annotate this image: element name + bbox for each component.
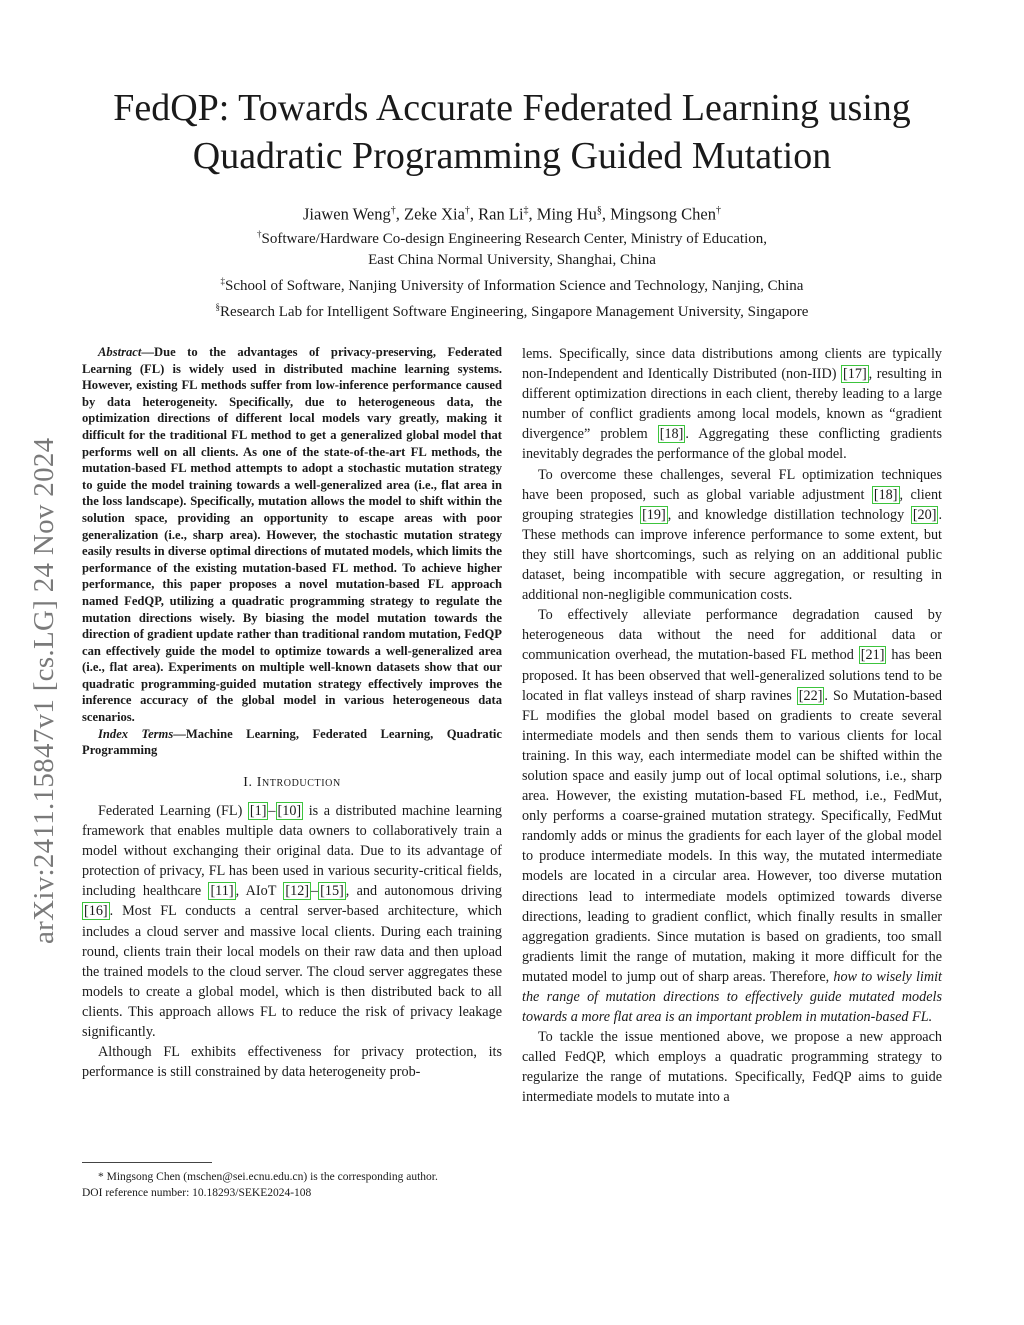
citation-link[interactable]: [10]	[277, 802, 302, 819]
intro-paragraph-2: Although FL exhibits effectiveness for privacy protection, its performance is still constrained by data heterogeneity prob-	[82, 1044, 502, 1081]
text-run: To effectively alleviate performance degradation caused by heterogeneous data without the need for additional data or communication overhead, the mutation-based FL method	[522, 607, 942, 664]
text-run: . So Mutation-based FL modifies the global model based on gradients to create several intermediate models and then sends them to various clients for local training. In this way, each intermediate model can be shifted within the solution space and easily jump out of local optimal solutions, i.e., sharp area. However, the existing mutation-based FL method, i.e., FedMut, only performs a coarse-grained mutation strategy. Specifically, FedMut randomly adds or minus the gradients for each layer of the global model to produce intermediate models. In this way, the mutated intermediate models are located in a circular area. However, too diverse mutation directions lead to intermediate models optimized towards diverse directions, leading to gradient conflict, which finally results in smaller aggregation gradients. Since mutation is based on gradients, too small gradients limit the range of mutation, making it more difficult for the mutated model to jump out of sharp areas. Therefore,	[522, 687, 942, 985]
citation-link[interactable]: [17]	[843, 366, 867, 383]
title-line-1: FedQP: Towards Accurate Federated Learning using	[113, 87, 911, 129]
abstract	[82, 344, 502, 726]
text-run: . Most FL conducts a central server-based architecture, which includes a cloud server and massive local clients. During each training round, clients train their local models on their raw data and then upload the trained models to the cloud server. The cloud server aggregates these models to create a global model, which is then distributed back to all clients. This approach allows FL to reduce the risk of privacy leakage significantly.	[82, 903, 502, 1040]
affiliation-mark: §	[215, 302, 221, 312]
body-paragraph	[522, 605, 942, 1027]
citation-link[interactable]: [12]	[285, 883, 310, 900]
author-name: Mingsong Chen	[610, 204, 716, 224]
citation-link[interactable]: [19]	[642, 506, 666, 523]
text-run: Federated Learning (FL)	[98, 802, 248, 819]
affiliation-text: School of Software, Nanjing University of Information Science and Technology, Nanjing, China	[225, 278, 804, 294]
citation-link[interactable]: [20]	[912, 506, 937, 523]
text-run: –	[268, 802, 276, 819]
text-run: , resulting in different optimization directions in each client, thereby leading to a large number of conflict gradients among local models, known as “gradient divergence” problem	[522, 366, 943, 443]
text-run: has been proposed. It has been observed that well-generalized solutions tend to be located in flat valleys instead of sharp ravines	[522, 647, 942, 704]
author-separator: ,	[469, 204, 479, 224]
citation-link[interactable]: [15]	[320, 883, 344, 900]
affiliation-3	[40, 297, 984, 323]
text-run: lems. Specifically, since data distributions among clients are typically non-Independent and Identically Distributed (non-IID)	[522, 346, 942, 383]
footnote	[82, 1170, 502, 1201]
arxiv-identifier: arXiv:2411.15847v1 [cs.LG] 24 Nov 2024	[28, 437, 60, 944]
affiliation-text: Software/Hardware Co-design Engineering Research Center, Ministry of Education,	[261, 231, 767, 247]
text-run: –	[311, 883, 319, 900]
author-mark: †	[390, 205, 396, 216]
citation-link[interactable]: [11]	[210, 883, 234, 900]
abstract-label: Abstract	[98, 345, 142, 359]
author-name: Jiawen Weng	[303, 204, 391, 224]
author-mark: †	[464, 205, 470, 216]
section-number: I.	[243, 774, 253, 790]
affiliation-2	[40, 271, 984, 297]
body-paragraph	[522, 465, 942, 606]
author-mark: †	[715, 205, 721, 216]
author-separator: ,	[528, 204, 537, 224]
citation-link[interactable]: [1]	[249, 802, 267, 819]
citation-link[interactable]: [16]	[84, 903, 108, 920]
author-name: Ming Hu	[536, 204, 597, 224]
abstract-text: —Due to the advantages of privacy-preserving, Federated Learning (FL) is widely used in distributed machine learning systems. However, existing FL methods suffer from low-inference performance caused by data heterogeneity. Specifically, due to heterogeneous data, the optimization directions of different local models vary greatly, making it difficult for the traditional FL method to get a generalized global model that performs well on all clients. As one of the state-of-the-art FL methods, the mutation-based FL method attempts to adopt a stochastic mutation strategy to guide the model training towards a well-generalized area (i.e., flat area in the loss landscape). Specifically, mutation allows the model to shift within the solution space, providing an opportunity to escape areas with poor generalization (i.e., sharp area). However, the stochastic mutation strategy easily results in diverse optimal directions of mutated models, which limits the performance of the existing mutation-based FL method. To achieve higher performance, this paper proposes a novel mutation-based FL approach named FedQP, utilizing a quadratic programming strategy to regulate the mutation directions wisely. By biasing the model mutation towards the direction of gradient update rather than traditional random mutation, FedQP can effectively guide the model to optimize towards a well-generalized area (i.e., flat area). Experiments on multiple well-known datasets show that our quadratic programming-guided mutation strategy effectively improves the inference accuracy of the global model in various heterogeneous data scenarios.	[82, 345, 502, 725]
author-name: Ran Li	[478, 204, 524, 224]
body-paragraph	[522, 344, 942, 465]
body-paragraph: To tackle the issue mentioned above, we propose a new approach called FedQP, which employs a quadratic programming strategy to regularize the range of mutations. Specifically, FedQP aims to guide intermediate models to mutate into a	[522, 1029, 942, 1106]
section-title: Introduction	[256, 774, 341, 790]
text-run: To overcome these challenges, several FL optimization techniques have been proposed, such as global variable adjustment	[522, 466, 942, 503]
citation-link[interactable]: [21]	[860, 647, 885, 664]
left-column	[82, 344, 502, 1082]
author-mark: ‡	[523, 205, 529, 216]
right-column	[522, 344, 942, 1108]
section-heading	[82, 773, 502, 793]
affiliation-mark: ‡	[220, 276, 226, 286]
author-list	[40, 200, 984, 226]
text-run: , and knowledge distillation technology	[667, 506, 911, 523]
emphasized-text: how to wisely limit the range of mutation directions to effectively guide mutated models towards a more flat area is an important problem in mutation-based FL.	[522, 968, 942, 1026]
citation-link[interactable]: [18]	[873, 486, 898, 503]
text-run: , and autonomous driving	[345, 883, 502, 900]
text-run: , client grouping strategies	[522, 486, 942, 523]
citation-link[interactable]: [22]	[798, 687, 823, 704]
affiliation-mark: †	[257, 229, 262, 239]
footnote-line-2: DOI reference number: 10.18293/SEKE2024-108	[82, 1186, 312, 1199]
affiliations	[40, 224, 984, 323]
title-line-2: Quadratic Programming Guided Mutation	[192, 135, 832, 177]
text-run: , AIoT	[235, 883, 284, 900]
citation-link[interactable]: [18]	[659, 426, 684, 443]
author-separator: ,	[601, 204, 611, 224]
text-run: is a distributed machine learning framework that enables multiple data owners to collaboratively train a model without exchanging their original data. Due to its advantage of protection of privacy, FL has been used in various security-critical fields, including healthcare	[82, 802, 503, 900]
intro-paragraph-1	[82, 801, 502, 1042]
footnote-line-1: * Mingsong Chen (mschen@sei.ecnu.edu.cn) is the corresponding author.	[98, 1171, 438, 1183]
author-separator: ,	[395, 204, 404, 224]
text-run: . These methods can improve inference performance to some extent, but they still have shortcomings, such as relying on an additional public dataset, being incompatible with secure aggregation, or resulting in additional non-negligible communication costs.	[522, 506, 943, 604]
footnote-divider	[82, 1162, 212, 1163]
affiliation-text: Research Lab for Intelligent Software Engineering, Singapore Management University, Singapore	[220, 304, 809, 320]
index-terms-label: Index Terms	[98, 726, 174, 741]
index-terms-text: —Machine Learning, Federated Learning, Quadratic Programming	[82, 726, 502, 758]
author-name: Zeke Xia	[403, 204, 465, 224]
paper-title	[40, 84, 984, 180]
author-mark: §	[596, 205, 602, 216]
index-terms	[82, 726, 502, 759]
text-run: . Aggregating these conflicting gradients inevitably degrades the performance of the global model.	[522, 426, 942, 463]
affiliation-1-cont: East China Normal University, Shanghai, China	[368, 252, 656, 268]
affiliation-1	[40, 224, 984, 250]
